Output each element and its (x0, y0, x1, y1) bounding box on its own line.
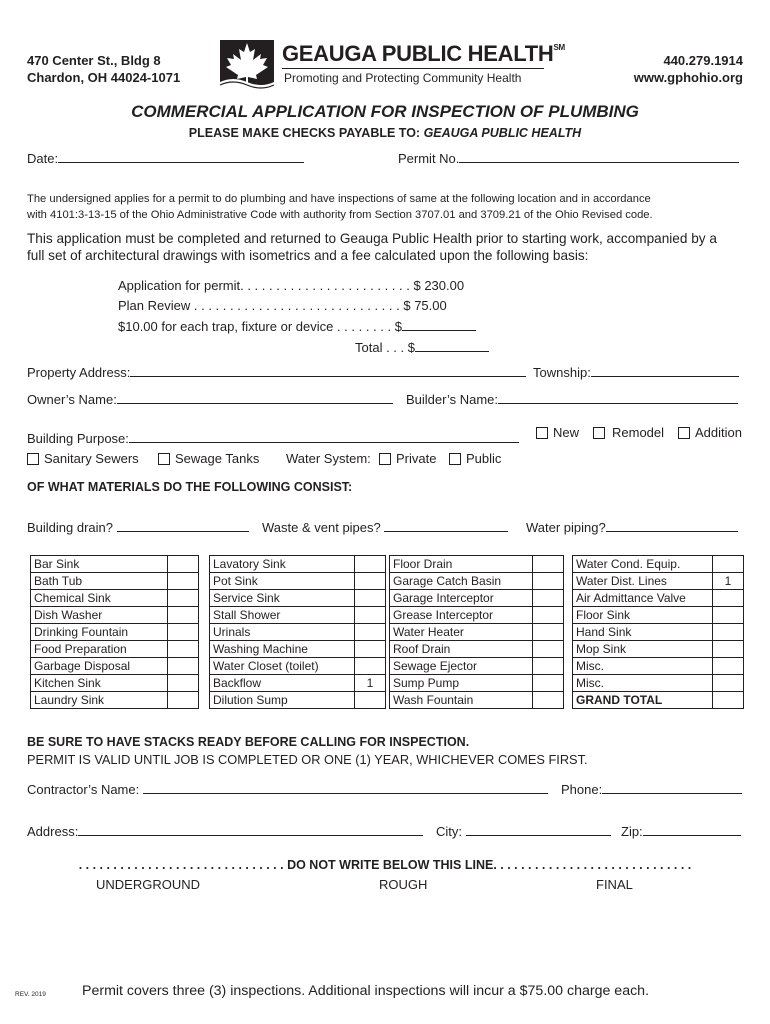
org-website: www.gphohio.org (633, 70, 743, 85)
org-tagline: Promoting and Protecting Community Health (284, 71, 522, 85)
fixture-row (573, 573, 744, 590)
fixture-quantity[interactable] (713, 556, 744, 573)
fixture-quantity[interactable] (533, 573, 564, 590)
remodel-checkbox[interactable]: Remodel (593, 425, 664, 440)
fixture-name: Sewage Ejector (390, 658, 533, 675)
fixture-quantity[interactable] (713, 675, 744, 692)
fee-per-trap[interactable]: $10.00 for each trap, fixture or device . . . . . . . . $ (118, 316, 489, 337)
org-phone: 440.279.1914 (663, 53, 743, 68)
fixture-name: Kitchen Sink (31, 675, 168, 692)
water-piping-field[interactable]: Water piping? (526, 517, 738, 535)
fixture-row (390, 641, 564, 658)
township-field[interactable]: Township: (533, 362, 739, 380)
fixture-name: Backflow (210, 675, 355, 692)
intro-requirements: This application must be completed and returned to Geauga Public Health prior to starting work, accompanied by a full set of architectural drawings with isometrics and a fee calculated upon the following basis: (27, 231, 717, 263)
fixture-name: Garbage Disposal (31, 658, 168, 675)
fixture-name: Chemical Sink (31, 590, 168, 607)
fixture-row (31, 675, 199, 692)
fee-schedule (118, 276, 489, 358)
fixture-row (573, 590, 744, 607)
rough-label: ROUGH (379, 877, 428, 892)
fixture-quantity[interactable] (533, 692, 564, 709)
fixture-name: Misc. (573, 658, 713, 675)
fixture-quantity[interactable] (168, 573, 199, 590)
fixture-quantity[interactable] (533, 556, 564, 573)
sanitary-sewers-checkbox[interactable]: Sanitary Sewers (27, 451, 139, 466)
fixture-quantity[interactable] (713, 624, 744, 641)
fixture-table-4 (572, 555, 744, 709)
fixture-quantity[interactable] (168, 590, 199, 607)
new-checkbox[interactable]: New (536, 425, 579, 440)
builder-name-field[interactable]: Builder’s Name: (406, 389, 738, 407)
fixture-row (210, 607, 386, 624)
org-name: GEAUGA PUBLIC HEALTH℠ (282, 41, 565, 66)
fixture-quantity[interactable] (355, 624, 386, 641)
sewage-tanks-checkbox[interactable]: Sewage Tanks (158, 451, 259, 466)
fixture-row (390, 573, 564, 590)
inspection-note: Permit covers three (3) inspections. Additional inspections will incur a $75.00 charge each. (82, 983, 650, 999)
fixture-name: Water Heater (390, 624, 533, 641)
fixture-name: Drinking Fountain (31, 624, 168, 641)
logo-rule (282, 68, 544, 69)
intro-legal: The undersigned applies for a permit to do plumbing and have inspections of same at the following location and in accordance with 4101:3-13-15 of the Ohio Administrative Code with authority from Section 3707.01 and 3709.21 of the Ohio Revised code. (27, 193, 653, 221)
fixture-row (573, 658, 744, 675)
fixture-quantity[interactable]: 1 (713, 573, 744, 590)
fixture-row (390, 692, 564, 709)
fixture-quantity[interactable] (355, 692, 386, 709)
building-drain-field[interactable]: Building drain? (27, 517, 249, 535)
fixture-name: Bar Sink (31, 556, 168, 573)
building-purpose-field[interactable]: Building Purpose: (27, 428, 519, 446)
fixture-row (210, 675, 386, 692)
fixture-name: Washing Machine (210, 641, 355, 658)
fixture-name: Mop Sink (573, 641, 713, 658)
fixture-name: Bath Tub (31, 573, 168, 590)
public-checkbox[interactable]: Public (449, 451, 501, 466)
validity-notice: PERMIT IS VALID UNTIL JOB IS COMPLETED OR ONE (1) YEAR, WHICHEVER COMES FIRST. (27, 752, 588, 767)
fixture-row (31, 590, 199, 607)
fixture-name: Water Closet (toilet) (210, 658, 355, 675)
fixture-quantity[interactable] (168, 641, 199, 658)
property-address-field[interactable]: Property Address: (27, 362, 526, 380)
fixture-quantity[interactable] (713, 692, 744, 709)
stacks-notice: BE SURE TO HAVE STACKS READY BEFORE CALLING FOR INSPECTION. (27, 735, 470, 749)
fixture-row (31, 641, 199, 658)
fixture-quantity[interactable]: 1 (355, 675, 386, 692)
fee-application: Application for permit. . . . . . . . . . . . . . . . . . . . . . . . $ 230.00 (118, 278, 465, 293)
contractor-name-field[interactable]: Contractor’s Name: (27, 779, 548, 797)
fixture-row (210, 590, 386, 607)
fixture-name: Laundry Sink (31, 692, 168, 709)
fixture-quantity[interactable] (533, 590, 564, 607)
fixture-name: Air Admittance Valve (573, 590, 713, 607)
fixture-row (31, 556, 199, 573)
fixture-row (390, 590, 564, 607)
maple-leaf-icon (220, 40, 274, 90)
private-checkbox[interactable]: Private (379, 451, 436, 466)
fixture-quantity[interactable] (355, 590, 386, 607)
fixture-quantity[interactable] (533, 607, 564, 624)
fixture-quantity[interactable] (533, 658, 564, 675)
fixture-row (210, 556, 386, 573)
fixture-quantity[interactable] (168, 658, 199, 675)
fixture-row (390, 658, 564, 675)
permit-no-field[interactable]: Permit No. (398, 148, 739, 166)
fixture-quantity[interactable] (533, 641, 564, 658)
address-line-1: 470 Center St., Bldg 8 (27, 53, 161, 68)
fixture-row (573, 692, 744, 709)
fixture-quantity[interactable] (713, 590, 744, 607)
fixture-table-2 (209, 555, 386, 709)
fixture-name: Hand Sink (573, 624, 713, 641)
water-system-label: Water System: (286, 451, 371, 466)
fixture-row (390, 624, 564, 641)
fixture-quantity[interactable] (355, 573, 386, 590)
contractor-phone-field[interactable]: Phone: (561, 779, 742, 797)
fixture-quantity[interactable] (168, 692, 199, 709)
fixture-quantity[interactable] (355, 607, 386, 624)
fixture-name: Water Cond. Equip. (573, 556, 713, 573)
materials-heading: OF WHAT MATERIALS DO THE FOLLOWING CONSIST: (27, 480, 353, 494)
addition-checkbox[interactable]: Addition (678, 425, 742, 440)
form-title: COMMERCIAL APPLICATION FOR INSPECTION OF PLUMBING (131, 102, 639, 121)
fixture-quantity[interactable] (168, 556, 199, 573)
fixture-row (210, 641, 386, 658)
fixture-row (31, 607, 199, 624)
fixture-quantity[interactable] (533, 675, 564, 692)
fee-plan-review: Plan Review . . . . . . . . . . . . . . . . . . . . . . . . . . . . . $ 75.00 (118, 298, 447, 313)
fixture-name: Garage Interceptor (390, 590, 533, 607)
fixture-quantity[interactable] (533, 624, 564, 641)
fixture-row (573, 675, 744, 692)
fixture-row (210, 658, 386, 675)
header-contact (634, 52, 743, 86)
fixture-row (390, 675, 564, 692)
fixture-row (210, 624, 386, 641)
fixture-name: Misc. (573, 675, 713, 692)
fixture-name: Wash Fountain (390, 692, 533, 709)
fixture-row (210, 692, 386, 709)
final-label: FINAL (596, 877, 633, 892)
fixture-row (31, 573, 199, 590)
waste-vent-field[interactable]: Waste & vent pipes? (262, 517, 508, 535)
maple-leaf-logo (220, 40, 274, 90)
fixture-quantity[interactable] (713, 641, 744, 658)
revision-label: REV. 2019 (15, 991, 46, 998)
fixture-row (31, 692, 199, 709)
fee-total[interactable]: Total . . . $ (118, 337, 489, 358)
fixture-quantity[interactable] (355, 658, 386, 675)
fixture-row (31, 624, 199, 641)
contractor-city-field[interactable]: City: (436, 821, 611, 839)
service-mark: SM (553, 43, 565, 52)
fixture-row (573, 607, 744, 624)
fixture-row (390, 607, 564, 624)
fixture-name: Pot Sink (210, 573, 355, 590)
fixture-name: Water Dist. Lines (573, 573, 713, 590)
fixture-quantity[interactable] (168, 624, 199, 641)
date-field[interactable]: Date: (27, 148, 304, 166)
fixture-name: Urinals (210, 624, 355, 641)
fixture-table-1 (30, 555, 199, 709)
fixture-row (31, 658, 199, 675)
fixture-row (573, 641, 744, 658)
fixture-name: Dilution Sump (210, 692, 355, 709)
owner-name-field[interactable]: Owner’s Name: (27, 389, 393, 407)
fixture-name: Floor Drain (390, 556, 533, 573)
fixture-quantity[interactable] (168, 675, 199, 692)
fixture-name: Garage Catch Basin (390, 573, 533, 590)
fixture-quantity[interactable] (713, 607, 744, 624)
checks-payable: PLEASE MAKE CHECKS PAYABLE TO: GEAUGA PUBLIC HEALTH (188, 126, 582, 140)
fixture-name: Service Sink (210, 590, 355, 607)
fixture-row (573, 556, 744, 573)
header-address (27, 52, 180, 86)
fixture-name: Grease Interceptor (390, 607, 533, 624)
contractor-zip-field[interactable]: Zip: (621, 821, 741, 839)
underground-label: UNDERGROUND (96, 877, 200, 892)
fixture-table-3 (389, 555, 564, 709)
fixture-name: GRAND TOTAL (573, 692, 713, 709)
do-not-write-divider: . . . . . . . . . . . . . . . . . . . . . . . . . . . . . . DO NOT WRITE BELOW THIS LINE. . . . . . . . . . . . . . . . . . . . . . . . . . . . . (78, 858, 692, 872)
address-line-2: Chardon, OH 44024-1071 (27, 70, 181, 85)
fixture-row (390, 556, 564, 573)
fixture-name: Dish Washer (31, 607, 168, 624)
fixture-quantity[interactable] (168, 607, 199, 624)
fixture-name: Roof Drain (390, 641, 533, 658)
fixture-row (573, 624, 744, 641)
fixture-name: Sump Pump (390, 675, 533, 692)
fixture-name: Food Preparation (31, 641, 168, 658)
fixture-quantity[interactable] (713, 658, 744, 675)
fixture-name: Floor Sink (573, 607, 713, 624)
fixture-name: Stall Shower (210, 607, 355, 624)
fixture-quantity[interactable] (355, 556, 386, 573)
fixture-name: Lavatory Sink (210, 556, 355, 573)
fixture-quantity[interactable] (355, 641, 386, 658)
fixture-row (210, 573, 386, 590)
contractor-address-field[interactable]: Address: (27, 821, 423, 839)
